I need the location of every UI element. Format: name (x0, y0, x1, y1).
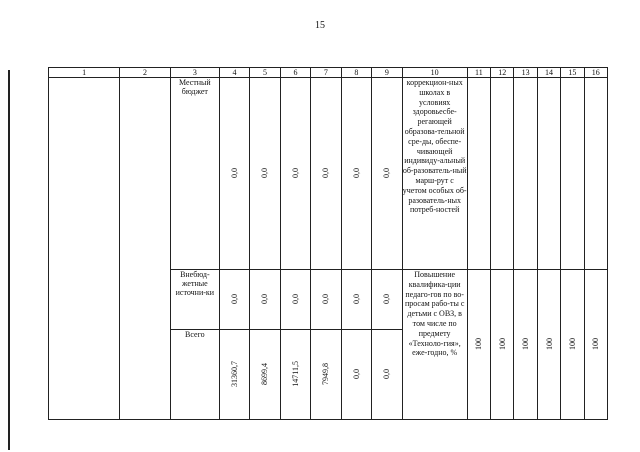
value-cell: 8699,4 (250, 330, 280, 420)
empty-cell (584, 78, 607, 270)
empty-cell (537, 78, 560, 270)
value-cell: 7949,8 (311, 330, 341, 420)
header-cell-12: 12 (491, 68, 514, 78)
value-cell: 0,0 (219, 270, 249, 330)
header-cell-6: 6 (280, 68, 310, 78)
value-cell: 0,0 (280, 270, 310, 330)
program-table (48, 67, 608, 420)
empty-cell (491, 78, 514, 270)
header-cell-11: 11 (467, 68, 490, 78)
indicator-description-bottom: Повышение квалифика-ции педаго-гов по во-просам рабо-ты с детьми с ОВЗ, в том числе по предмету «Техноло-гия», еже-годно, % (402, 270, 467, 420)
header-cell-16: 16 (584, 68, 607, 78)
source-extrabudgetary: Внебюд-жетные источни-ки (170, 270, 219, 330)
target-cell: 100 (584, 270, 607, 420)
target-cell: 100 (537, 270, 560, 420)
empty-cell (514, 78, 537, 270)
value-cell: 0,0 (341, 270, 371, 330)
header-cell-2: 2 (120, 68, 171, 78)
value-cell: 0,0 (372, 270, 402, 330)
value-cell: 0,0 (372, 78, 402, 270)
value-cell: 0,0 (250, 270, 280, 330)
target-cell: 100 (467, 270, 490, 420)
value-cell: 31360,7 (219, 330, 249, 420)
header-cell-7: 7 (311, 68, 341, 78)
empty-cell (561, 78, 584, 270)
value-cell: 0,0 (250, 78, 280, 270)
header-cell-1: 1 (49, 68, 120, 78)
header-cell-14: 14 (537, 68, 560, 78)
source-local-budget: Местный бюджет (170, 78, 219, 270)
page-number: 15 (315, 20, 325, 31)
value-cell: 0,0 (280, 78, 310, 270)
value-cell: 0,0 (219, 78, 249, 270)
header-cell-8: 8 (341, 68, 371, 78)
header-cell-15: 15 (561, 68, 584, 78)
target-cell: 100 (491, 270, 514, 420)
value-cell: 14711,5 (280, 330, 310, 420)
cell-col1 (49, 78, 120, 420)
header-row (49, 68, 608, 78)
header-cell-5: 5 (250, 68, 280, 78)
header-cell-9: 9 (372, 68, 402, 78)
cell-col2 (120, 78, 171, 420)
header-cell-13: 13 (514, 68, 537, 78)
empty-cell (467, 78, 490, 270)
target-cell: 100 (514, 270, 537, 420)
header-cell-10: 10 (402, 68, 467, 78)
indicator-description-top: коррекцион-ных школах в условиях здоровьесбе-регающей образова-тельной сре-ды, обеспе-чивающей индивиду-альный об-разователь-ный марш-рут с учетом особых об-разователь-ных потреб-ностей (402, 78, 467, 270)
header-cell-3: 3 (170, 68, 219, 78)
scan-edge-line (8, 70, 10, 450)
table-row (49, 78, 608, 270)
header-cell-4: 4 (219, 68, 249, 78)
value-cell: 0,0 (311, 78, 341, 270)
value-cell: 0,0 (372, 330, 402, 420)
target-cell: 100 (561, 270, 584, 420)
value-cell: 0,0 (311, 270, 341, 330)
value-cell: 0,0 (341, 78, 371, 270)
value-cell: 0,0 (341, 330, 371, 420)
source-total: Всего (170, 330, 219, 420)
